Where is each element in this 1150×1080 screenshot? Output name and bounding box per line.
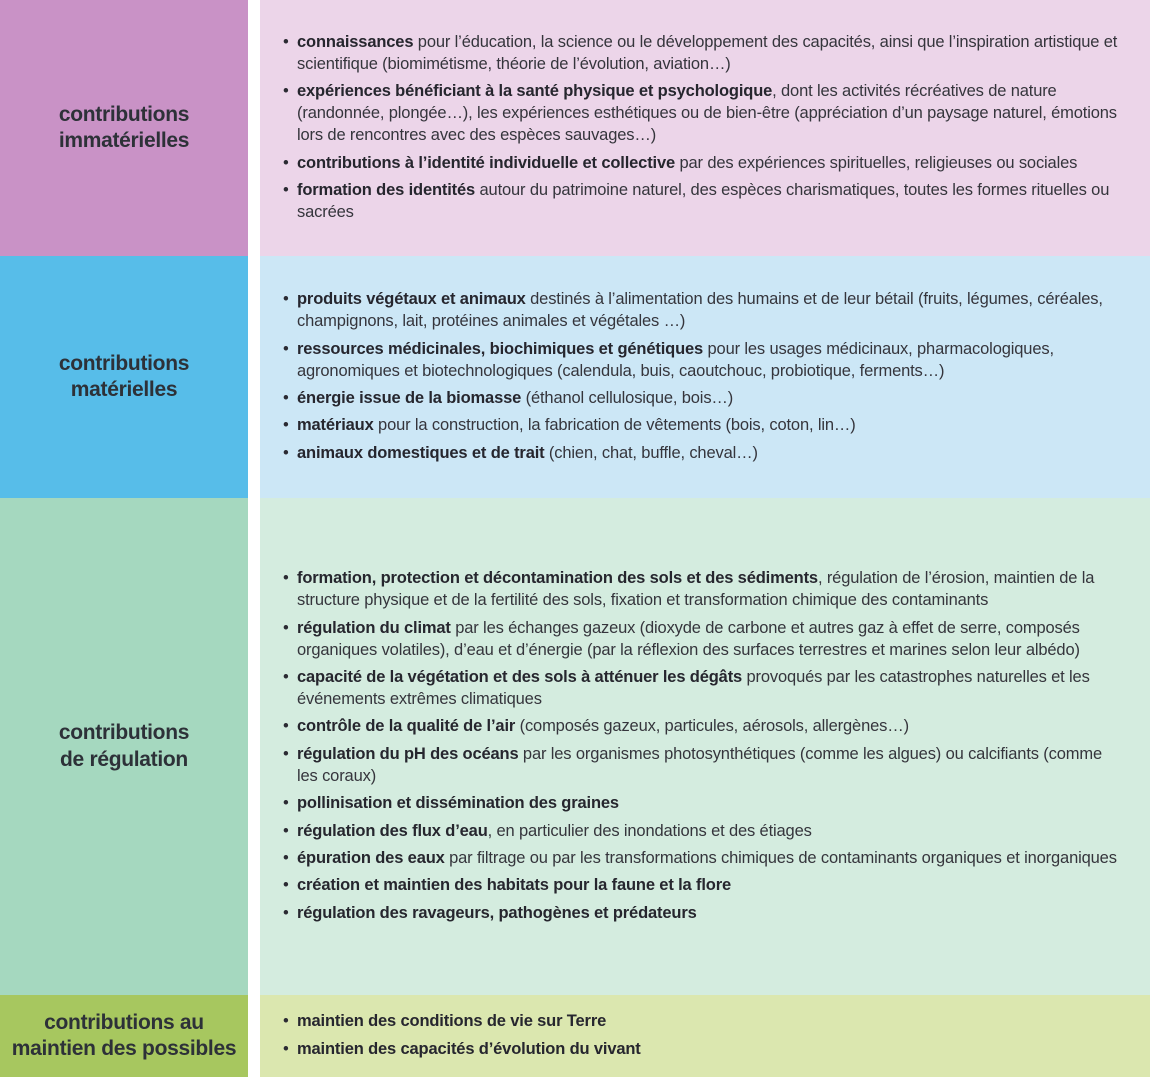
row-label-text: contributions de régulation [58,721,190,771]
bullet-lead: ressources médicinales, biochimiques et génétiques [297,339,704,358]
bullet-dot: • [283,416,289,435]
bullet-detail: par filtrage ou par les transformations chimiques de contaminants organiques et inorganiques [444,849,1117,867]
bullet-lead: régulation des ravageurs, pathogènes et prédateurs [297,903,697,922]
bullet-detail: pour les usages médicinaux, pharmacologiques, agronomiques et biotechnologiques (calendula, buis, caoutchouc, probiotique, ferments…) [297,339,1054,380]
bullet-lead: maintien des conditions de vie sur Terre [297,1012,607,1031]
bullet-detail: , dont les activités récréatives de nature (randonnée, plongée…), les expériences esthétiques ou de bien-être (appréciation d’un paysage naturel, émotions lors de rencontres avec des espèces sauvages…) [297,82,1117,145]
row-label-materielles [0,256,248,498]
bullet-item [282,618,1124,662]
bullet-item [282,848,1124,870]
bullet-item [282,443,1124,465]
bullet-dot: • [283,717,289,736]
bullet-lead: formation, protection et décontamination des sols et des sédiments [297,569,818,588]
column-divider [248,256,260,498]
bullet-item [282,744,1124,788]
bullet-dot: • [283,618,289,637]
bullet-dot: • [283,82,289,101]
bullet-item [282,667,1124,711]
bullet-item [282,153,1124,175]
bullet-detail: (composés gazeux, particules, aérosols, allergènes…) [515,717,909,736]
bullet-dot: • [283,443,289,462]
bullet-lead: produits végétaux et animaux [297,290,526,309]
bullet-item [282,81,1124,147]
bullet-dot: • [283,744,289,763]
bullet-item [282,875,1124,897]
row-label-text: contributions matérielles [58,351,190,401]
row-content-maintien-possibles [260,995,1150,1077]
bullet-lead: formation des identités [297,181,476,200]
bullet-lead: expériences bénéficiant à la santé physique et psychologique [297,82,773,101]
bullet-detail: (chien, chat, buffle, cheval…) [544,443,758,462]
bullet-item [282,388,1124,410]
bullet-dot: • [283,903,289,922]
bullet-item [282,289,1124,333]
row-regulation [0,498,1150,995]
bullet-lead: énergie issue de la biomasse [297,388,522,407]
bullet-dot: • [283,876,289,895]
bullet-dot: • [283,388,289,407]
bullet-item [282,32,1124,76]
bullet-detail: destinés à l’alimentation des humains et de leur bétail (fruits, légumes, céréales, champignons, lait, protéines animales et végétales …) [297,290,1103,331]
bullet-lead: régulation du climat [297,618,451,637]
bullet-lead: animaux domestiques et de trait [297,443,545,462]
bullet-detail: par les organismes photosynthétiques (comme les algues) ou calcifiants (comme les coraux) [297,744,1102,785]
bullet-dot: • [283,153,289,172]
bullet-dot: • [283,339,289,358]
bullet-dot: • [283,569,289,588]
bullet-item [282,793,1124,815]
bullet-lead: régulation du pH des océans [297,744,519,763]
row-content-immaterielles [260,0,1150,256]
row-label-text: contributions immatérielles [58,102,190,152]
bullet-detail: , en particulier des inondations et des étiages [487,821,812,840]
bullet-dot: • [283,794,289,813]
row-materielles [0,256,1150,498]
column-divider [248,0,260,256]
bullet-item [282,1011,1124,1033]
bullet-list [282,563,1124,931]
bullet-lead: épuration des eaux [297,849,445,867]
bullet-item [282,1039,1124,1061]
column-divider [248,498,260,995]
bullet-list [282,27,1124,230]
bullet-detail: pour l’éducation, la science ou le développement des capacités, ainsi que l’inspiration artistique et scientifique (biomimétisme, théorie de l’évolution, aviation…) [297,33,1118,73]
bullet-detail: pour la construction, la fabrication de vêtements (bois, coton, lin…) [373,416,856,435]
bullet-lead: contributions à l’identité individuelle et collective [297,153,676,172]
bullet-lead: maintien des capacités d’évolution du vivant [297,1039,641,1058]
bullet-list [282,284,1124,471]
column-divider [248,995,260,1077]
row-label-immaterielles [0,0,248,256]
bullet-dot: • [283,1039,289,1058]
bullet-detail: provoqués par les catastrophes naturelles et les événements extrêmes climatiques [297,667,1090,708]
bullet-dot: • [283,181,289,200]
bullet-detail: par des expériences spirituelles, religieuses ou sociales [675,153,1078,172]
bullet-list [282,1006,1124,1066]
bullet-lead: contrôle de la qualité de l’air [297,717,516,736]
bullet-lead: matériaux [297,416,374,435]
bullet-lead: capacité de la végétation et des sols à atténuer les dégâts [297,667,743,686]
bullet-lead: pollinisation et dissémination des graines [297,794,619,813]
bullet-item [282,821,1124,843]
row-maintien-possibles [0,995,1150,1077]
bullet-item [282,716,1124,738]
bullet-lead: connaissances [297,33,414,51]
bullet-detail: par les échanges gazeux (dioxyde de carbone et autres gaz à effet de serre, composés organiques volatiles), d’eau et d’énergie (par la réflexion des surfaces terrestres et marines selon leur albédo) [297,618,1080,659]
bullet-item [282,339,1124,383]
bullet-lead: création et maintien des habitats pour la faune et la flore [297,876,731,895]
row-immaterielles [0,0,1150,256]
bullet-dot: • [283,33,289,51]
bullet-lead: régulation des flux d’eau [297,821,488,840]
bullet-item [282,415,1124,437]
bullet-dot: • [283,290,289,309]
row-label-regulation [0,498,248,995]
bullet-detail: autour du patrimoine naturel, des espèces charismatiques, toutes les formes rituelles ou sacrées [297,181,1110,222]
bullet-item [282,180,1124,224]
bullet-dot: • [283,849,289,867]
row-label-maintien-possibles [0,995,248,1077]
bullet-detail: , régulation de l’érosion, maintien de la structure physique et de la fertilité des sols, fixation et transformation chimique des contaminants [297,569,1095,610]
bullet-item [282,903,1124,925]
bullet-item [282,568,1124,612]
bullet-dot: • [283,667,289,686]
row-content-regulation [260,498,1150,995]
bullet-dot: • [283,821,289,840]
row-content-materielles [260,256,1150,498]
bullet-detail: (éthanol cellulosique, bois…) [521,388,734,407]
row-label-text: contributions au maintien des possibles [11,1010,237,1060]
bullet-dot: • [283,1012,289,1031]
